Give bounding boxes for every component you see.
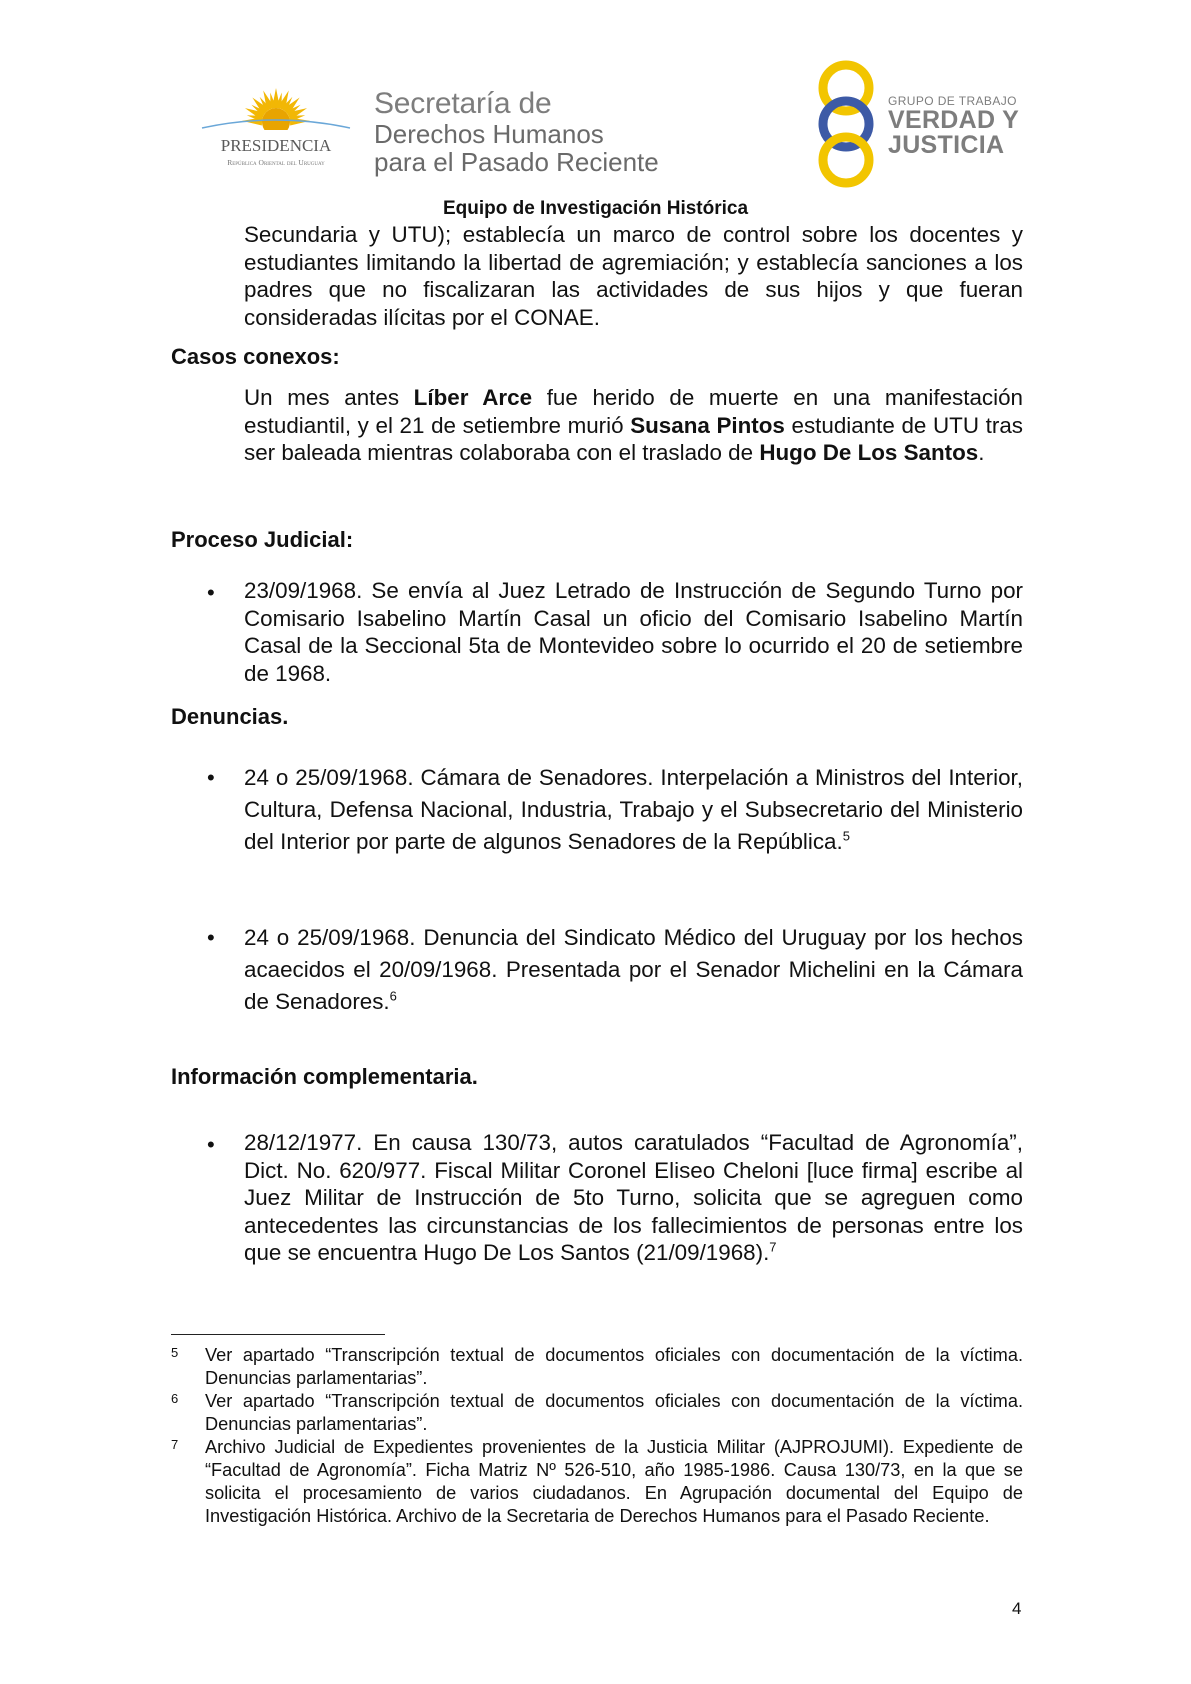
bullet-marker: • xyxy=(207,1132,215,1157)
denuncia-2-text: 24 o 25/09/1968. Denuncia del Sindicato Médico del Uruguay por los hechos acaecidos el 20/09/1968. Presentada por el Senador Michelini en la Cámara de Senadores. xyxy=(244,925,1023,1014)
casos-text-1: Un mes antes xyxy=(244,385,414,410)
footnote-text: Archivo Judicial de Expedientes provenientes de la Justicia Militar (AJPROJUMI). Expediente de “Facultad de Agronomía”. Ficha Matriz Nº 526-510, año 1985-1986. Causa 130/73, en la que se solicita el procesamiento de varios ciudadanos. En Agrupación documental del Equipo de Investigación Histórica. Archivo de la Secretaria de Derechos Humanos para el Pasado Reciente. xyxy=(205,1437,1023,1526)
footnote-number: 7 xyxy=(171,1437,179,1452)
footnote-text: Ver apartado “Transcripción textual de documentos oficiales con documentación de la víctima. Denuncias parlamentarias”. xyxy=(205,1345,1023,1388)
secretaria-line-2: Derechos Humanos xyxy=(374,119,604,149)
verdad-justicia-logo xyxy=(808,60,1028,190)
casos-conexos-heading: Casos conexos: xyxy=(171,344,340,369)
secretaria-line-1: Secretaría de xyxy=(374,87,552,120)
secretaria-line-3: para el Pasado Reciente xyxy=(374,147,659,177)
informacion-item xyxy=(244,1129,1023,1267)
footnote-text: Ver apartado “Transcripción textual de documentos oficiales con documentación de la víctima. Denuncias parlamentarias”. xyxy=(205,1391,1023,1434)
footnote-separator xyxy=(171,1334,385,1335)
denuncia-item-1 xyxy=(244,762,1023,858)
denuncia-item-2 xyxy=(244,922,1023,1018)
presidencia-logo xyxy=(196,82,356,178)
casos-text-4: . xyxy=(978,440,985,466)
bullet-marker: • xyxy=(207,765,215,790)
casos-bold-1: Líber Arce xyxy=(413,385,533,410)
footnote-ref-7[interactable]: 7 xyxy=(769,1239,777,1255)
casos-bold-2: Susana Pintos xyxy=(630,412,785,438)
footnote-number: 6 xyxy=(171,1391,179,1406)
proceso-judicial-heading: Proceso Judicial: xyxy=(171,527,354,552)
linked-rings-icon xyxy=(808,60,884,190)
denuncia-1-text: 24 o 25/09/1968. Cámara de Senadores. Interpelación a Ministros del Interior, Cultura, Defensa Nacional, Industria, Trabajo y el Subsecretario del Ministerio del Interior por parte de algunos Senadores de la República. xyxy=(244,765,1023,854)
gtvj-line-2: JUSTICIA xyxy=(888,131,1005,159)
casos-text-2: fue herido de muerte en una manifestación estudiantil, y el 21 de setiembre murió xyxy=(244,385,1024,438)
gtvj-line-1: VERDAD Y xyxy=(888,106,1020,134)
informacion-item-text: 28/12/1977. En causa 130/73, autos caratulados “Facultad de Agronomía”, Dict. No. 620/977. Fiscal Militar Coronel Eliseo Cheloni [luce firma] escribe al Juez Militar de Instrucción de 5to Turno, solicita que se agreguen como antecedentes las circunstancias de los fallecimientos de personas entre los que se encuentra Hugo De Los Santos (21/09/1968). xyxy=(244,1130,1023,1266)
intro-paragraph: Secundaria y UTU); establecía un marco de control sobre los docentes y estudiantes limitando la libertad de agremiación; y establecía sanciones a los padres que no fiscalizaran las actividades de sus hijos y que fueran consideradas ilícitas por el CONAE. xyxy=(244,222,1023,330)
casos-bold-3: Hugo De Los Santos xyxy=(759,440,979,466)
informacion-complementaria-heading: Información complementaria. xyxy=(171,1064,478,1089)
bullet-marker: • xyxy=(207,580,215,605)
verdad-justicia-text xyxy=(888,94,1019,158)
secretaria-title xyxy=(374,88,704,176)
presidencia-subtitle: República Oriental del Uruguay xyxy=(227,158,325,167)
denuncias-heading: Denuncias. xyxy=(171,704,289,729)
page-number: 4 xyxy=(1012,1599,1022,1618)
casos-text-3: estudiante de UTU tras ser baleada mientras colaboraba con el traslado de xyxy=(244,412,1023,466)
bullet-marker: • xyxy=(207,925,215,950)
presidencia-label: PRESIDENCIA xyxy=(220,136,332,155)
team-title: Equipo de Investigación Histórica xyxy=(442,198,749,219)
footnote-number: 5 xyxy=(171,1345,179,1360)
footnote-ref-6[interactable]: 6 xyxy=(389,988,397,1004)
casos-conexos-paragraph xyxy=(244,384,1023,467)
gtvj-small-label: GRUPO DE TRABAJO xyxy=(888,94,1017,108)
footnote-ref-5[interactable]: 5 xyxy=(842,828,850,844)
proceso-judicial-item: 23/09/1968. Se envía al Juez Letrado de Instrucción de Segundo Turno por Comisario Isabelino Martín Casal un oficio del Comisario Isabelino Martín Casal de la Seccional 5ta de Montevideo sobre lo ocurrido el 20 de setiembre de 1968. xyxy=(244,578,1023,686)
